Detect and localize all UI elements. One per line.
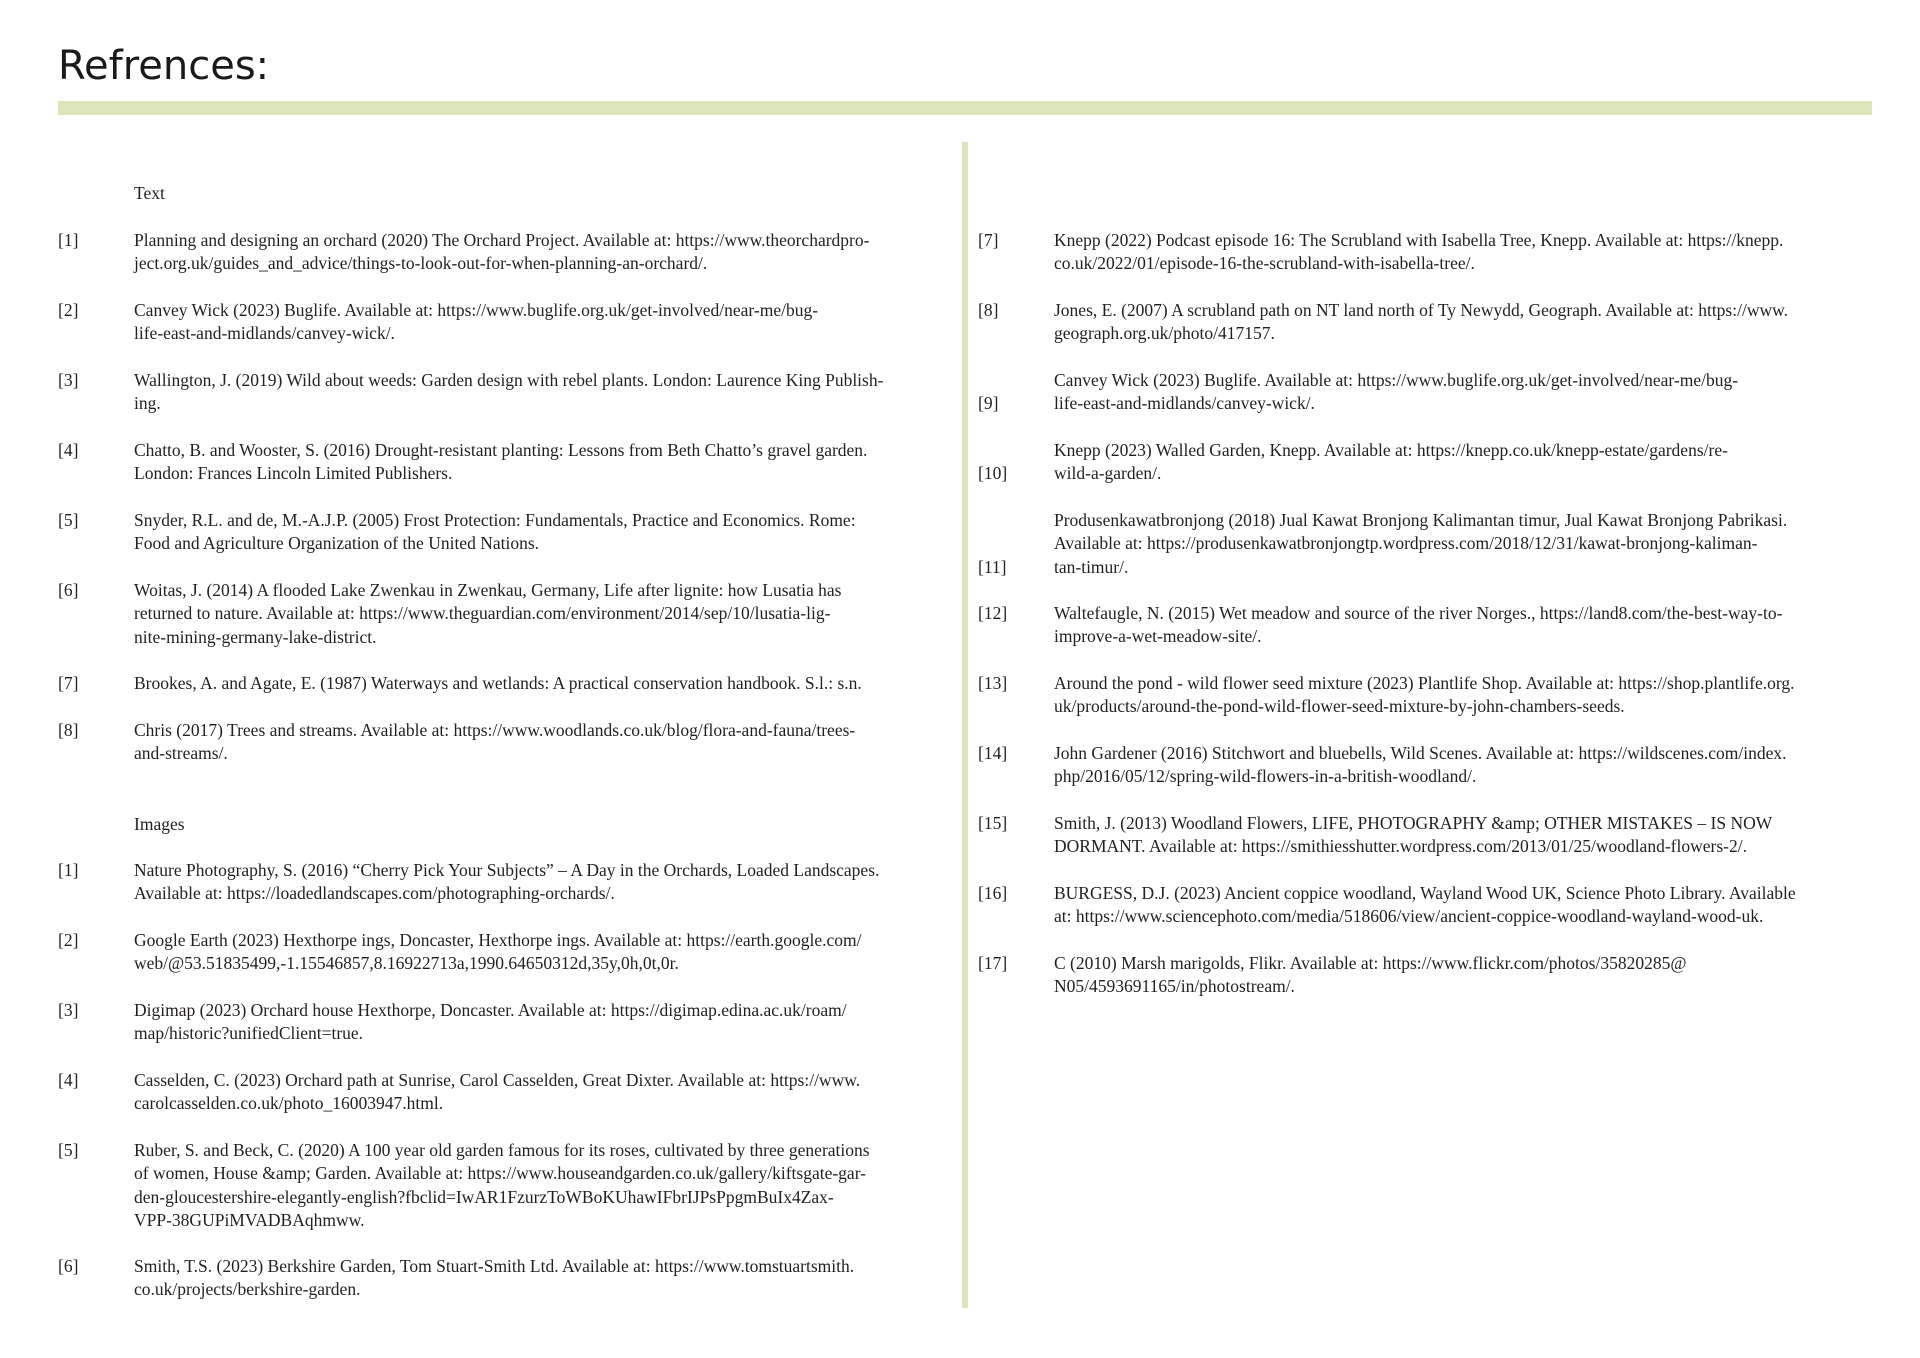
reference-line: Snyder, R.L. and de, M.-A.J.P. (2005) Frost Protection: Fundamentals, Practice and Economics. Rome: [134, 510, 856, 530]
reference-text [134, 229, 1014, 276]
reference-number: [4] [58, 1070, 79, 1090]
reference-line: carolcasselden.co.uk/photo_16003947.html. [134, 1093, 444, 1114]
reference-line: of women, House &amp; Garden. Available at: https://www.houseandgarden.co.uk/gallery/kiftsgate-gar- [134, 1163, 867, 1184]
title-underline-rule [58, 101, 1872, 115]
reference-line: Ruber, S. and Beck, C. (2020) A 100 year old garden famous for its roses, cultivated by three generations [134, 1140, 870, 1160]
reference-number: [3] [58, 370, 79, 390]
reference-text [1054, 812, 1874, 859]
reference-line: Knepp (2023) Walled Garden, Knepp. Available at: https://knepp.co.uk/knepp-estate/gardens/re- [1054, 440, 1728, 460]
reference-line: co.uk/projects/berkshire-garden. [134, 1279, 361, 1300]
reference-line: life-east-and-midlands/canvey-wick/. [134, 323, 395, 344]
reference-line: ing. [134, 393, 161, 414]
reference-line: at: https://www.sciencephoto.com/media/518606/view/ancient-coppice-woodland-wayland-wood-uk. [1054, 906, 1764, 927]
reference-number: [17] [978, 953, 1008, 973]
reference-text [134, 1139, 1014, 1233]
reference-line: C (2010) Marsh marigolds, Flikr. Available at: https://www.flickr.com/photos/35820285@ [1054, 953, 1687, 973]
reference-line: John Gardener (2016) Stitchwort and bluebells, Wild Scenes. Available at: https://wildscenes.com/index. [1054, 743, 1787, 763]
reference-number: [6] [58, 1256, 79, 1276]
images-section-heading: Images [134, 814, 185, 834]
reference-line: den-gloucestershire-elegantly-english?fbclid=IwAR1FzurzToWBoKUhawIFbrIJPsPpgmBuIx4Zax- [134, 1186, 834, 1207]
reference-line: Google Earth (2023) Hexthorpe ings, Doncaster, Hexthorpe ings. Available at: https://earth.google.com/ [134, 930, 862, 950]
reference-line: Canvey Wick (2023) Buglife. Available at: https://www.buglife.org.uk/get-involved/near-me/bug- [1054, 370, 1739, 390]
reference-line: web/@53.51835499,-1.15546857,8.16922713a,1990.64650312d,35y,0h,0t,0r. [134, 953, 679, 974]
reference-line: Waltefaugle, N. (2015) Wet meadow and source of the river Norges., https://land8.com/the-best-way-to- [1054, 603, 1783, 623]
reference-text [134, 672, 1014, 695]
reference-line: Brookes, A. and Agate, E. (1987) Waterways and wetlands: A practical conservation handbook. S.l.: s.n. [134, 673, 862, 693]
reference-number: [3] [58, 1000, 79, 1020]
reference-line: Around the pond - wild flower seed mixture (2023) Plantlife Shop. Available at: https://shop.plantlife.org. [1054, 673, 1795, 693]
reference-line: Chris (2017) Trees and streams. Available at: https://www.woodlands.co.uk/blog/flora-and-fauna/trees- [134, 720, 856, 740]
reference-text [134, 859, 1014, 906]
reference-number: [7] [978, 230, 999, 250]
reference-line: DORMANT. Available at: https://smithiesshutter.wordpress.com/2013/01/25/woodland-flowers-2/. [1054, 836, 1747, 857]
reference-line: Produsenkawatbronjong (2018) Jual Kawat Bronjong Kalimantan timur, Jual Kawat Bronjong Pabrikasi. [1054, 510, 1788, 530]
reference-line: life-east-and-midlands/canvey-wick/. [1054, 393, 1315, 414]
reference-number: [1] [58, 860, 79, 880]
reference-text [1054, 602, 1874, 649]
reference-line: improve-a-wet-meadow-site/. [1054, 626, 1262, 647]
reference-line: co.uk/2022/01/episode-16-the-scrubland-with-isabella-tree/. [1054, 253, 1475, 274]
reference-number: [13] [978, 673, 1008, 693]
reference-text [134, 1069, 1014, 1116]
reference-number: [15] [978, 813, 1008, 833]
reference-text [1054, 952, 1874, 999]
reference-number: [11] [978, 556, 1007, 577]
reference-number: [7] [58, 673, 79, 693]
reference-line: Smith, J. (2013) Woodland Flowers, LIFE, PHOTOGRAPHY &amp; OTHER MISTAKES – IS NOW [1054, 813, 1773, 833]
reference-text [1054, 439, 1874, 486]
reference-line: Chatto, B. and Wooster, S. (2016) Drought-resistant planting: Lessons from Beth Chatto’s gravel garden. [134, 440, 868, 460]
reference-number: [8] [978, 300, 999, 320]
reference-line: map/historic?unifiedClient=true. [134, 1023, 364, 1044]
reference-text [1054, 672, 1874, 719]
reference-number: [2] [58, 300, 79, 320]
reference-line: N05/4593691165/in/photostream/. [1054, 976, 1295, 997]
reference-number: [5] [58, 510, 79, 530]
reference-text [134, 369, 1014, 416]
reference-number: [10] [978, 463, 1008, 484]
reference-text [134, 929, 1014, 976]
reference-number: [5] [58, 1140, 79, 1160]
reference-line: Available at: https://produsenkawatbronjongtp.wordpress.com/2018/12/31/kawat-bronjong-kaliman- [1054, 533, 1758, 554]
reference-text [134, 999, 1014, 1046]
reference-line: Woitas, J. (2014) A flooded Lake Zwenkau in Zwenkau, Germany, Life after lignite: how Lusatia has [134, 580, 842, 600]
reference-number: [16] [978, 883, 1008, 903]
reference-line: wild-a-garden/. [1054, 463, 1162, 484]
reference-line: returned to nature. Available at: https://www.theguardian.com/environment/2014/sep/10/lusatia-lig- [134, 603, 831, 624]
page-title: Refrences: [58, 43, 270, 89]
reference-line: geograph.org.uk/photo/417157. [1054, 323, 1275, 344]
reference-number: [1] [58, 230, 79, 250]
reference-line: nite-mining-germany-lake-district. [134, 626, 377, 647]
reference-number: [6] [58, 580, 79, 600]
reference-number: [8] [58, 720, 79, 740]
reference-text [134, 299, 1014, 346]
reference-number: [9] [978, 393, 999, 414]
reference-text [134, 719, 1014, 766]
reference-text [1054, 299, 1874, 346]
reference-text [134, 439, 1014, 486]
reference-line: tan-timur/. [1054, 556, 1129, 577]
reference-line: Digimap (2023) Orchard house Hexthorpe, Doncaster. Available at: https://digimap.edina.ac.uk/roam/ [134, 1000, 847, 1020]
reference-line: London: Frances Lincoln Limited Publishers. [134, 463, 453, 484]
reference-text [134, 1255, 1014, 1302]
reference-line: Casselden, C. (2023) Orchard path at Sunrise, Carol Casselden, Great Dixter. Available at: https://www. [134, 1070, 861, 1090]
reference-text [134, 509, 1014, 556]
reference-number: [2] [58, 930, 79, 950]
reference-line: php/2016/05/12/spring-wild-flowers-in-a-british-woodland/. [1054, 766, 1477, 787]
reference-line: and-streams/. [134, 743, 228, 764]
reference-line: VPP-38GUPiMVADBAqhmww. [134, 1210, 365, 1231]
reference-text [1054, 882, 1874, 929]
reference-line: Knepp (2022) Podcast episode 16: The Scrubland with Isabella Tree, Knepp. Available at: https://knepp. [1054, 230, 1784, 250]
reference-text [1054, 229, 1874, 276]
reference-text [1054, 742, 1874, 789]
reference-line: Planning and designing an orchard (2020) The Orchard Project. Available at: https://www.theorchardpro- [134, 230, 870, 250]
reference-line: Available at: https://loadedlandscapes.com/photographing-orchards/. [134, 883, 615, 904]
reference-line: Nature Photography, S. (2016) “Cherry Pick Your Subjects” – A Day in the Orchards, Loaded Landscapes. [134, 860, 880, 880]
reference-text [134, 579, 1014, 649]
reference-line: Canvey Wick (2023) Buglife. Available at: https://www.buglife.org.uk/get-involved/near-me/bug- [134, 300, 819, 320]
reference-line: BURGESS, D.J. (2023) Ancient coppice woodland, Wayland Wood UK, Science Photo Library. Available [1054, 883, 1796, 903]
reference-number: [12] [978, 603, 1008, 623]
reference-line: uk/products/around-the-pond-wild-flower-seed-mixture-by-john-chambers-seeds. [1054, 696, 1625, 717]
reference-line: Wallington, J. (2019) Wild about weeds: Garden design with rebel plants. London: Laurence King Publish- [134, 370, 884, 390]
reference-number: [4] [58, 440, 79, 460]
reference-line: ject.org.uk/guides_and_advice/things-to-look-out-for-when-planning-an-orchard/. [134, 253, 708, 274]
reference-text [1054, 369, 1874, 416]
reference-text [1054, 509, 1874, 579]
text-section-heading: Text [134, 183, 165, 203]
reference-line: Smith, T.S. (2023) Berkshire Garden, Tom Stuart-Smith Ltd. Available at: https://www.tomstuartsmith. [134, 1256, 855, 1276]
reference-line: Food and Agriculture Organization of the United Nations. [134, 533, 540, 554]
reference-line: Jones, E. (2007) A scrubland path on NT land north of Ty Newydd, Geograph. Available at: https://www. [1054, 300, 1788, 320]
reference-number: [14] [978, 743, 1008, 763]
